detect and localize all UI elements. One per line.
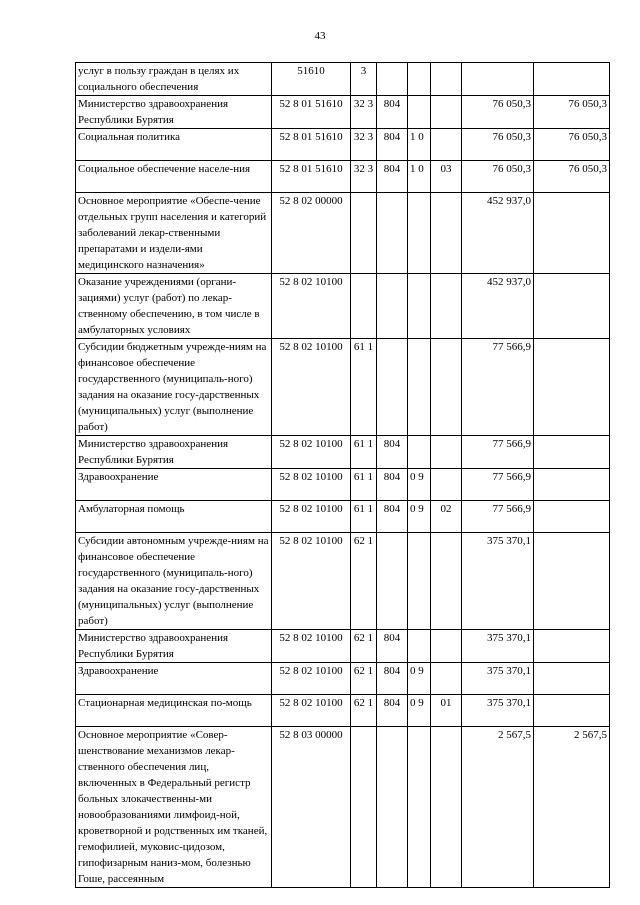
- cell-amount-2: 76 050,3: [534, 161, 610, 193]
- cell-amount-1: 76 050,3: [462, 129, 534, 161]
- cell-amount-2: 76 050,3: [534, 129, 610, 161]
- table-row: [76, 96, 610, 129]
- cell-amount-1: 77 566,9: [462, 339, 534, 436]
- cell-subsection: [431, 436, 462, 469]
- table-row: [76, 469, 610, 501]
- cell-subsection: [431, 339, 462, 436]
- cell-subsection: [431, 469, 462, 501]
- cell-name: Основное мероприятие «Совер-шенствование механизмов лекар-ственного обеспечения лиц, включенных в Федеральный регистр больных злокачественны-ми новообразованиями лимфоид-ной, кроветворной и родственных им тканей, гемофилией, муковис-цидозом, гипофизарным наниз-мом, болезнью Гоше, рассеянным: [76, 727, 272, 888]
- cell-amount-2: [534, 193, 610, 274]
- cell-amount-2: [534, 274, 610, 339]
- cell-section: 1 0: [408, 161, 431, 193]
- cell-subsection: 02: [431, 501, 462, 533]
- cell-expense-type: 32 3: [351, 161, 377, 193]
- cell-target-article: 52 8 03 00000: [272, 727, 351, 888]
- cell-target-article: 52 8 02 00000: [272, 193, 351, 274]
- cell-target-article: 52 8 02 10100: [272, 533, 351, 630]
- cell-amount-2: [534, 436, 610, 469]
- table-row: [76, 129, 610, 161]
- cell-subsection: [431, 63, 462, 96]
- cell-subsection: [431, 663, 462, 695]
- cell-name: услуг в пользу граждан в целях их социального обеспечения: [76, 63, 272, 96]
- cell-administrator: [377, 193, 408, 274]
- cell-expense-type: 32 3: [351, 96, 377, 129]
- cell-subsection: [431, 274, 462, 339]
- cell-amount-1: 452 937,0: [462, 274, 534, 339]
- cell-subsection: [431, 533, 462, 630]
- cell-subsection: [431, 96, 462, 129]
- cell-section: 0 9: [408, 663, 431, 695]
- cell-amount-1: 375 370,1: [462, 695, 534, 727]
- cell-amount-1: 76 050,3: [462, 96, 534, 129]
- cell-section: [408, 274, 431, 339]
- cell-amount-1: 77 566,9: [462, 469, 534, 501]
- cell-amount-1: 375 370,1: [462, 630, 534, 663]
- cell-expense-type: 61 1: [351, 436, 377, 469]
- cell-amount-2: [534, 501, 610, 533]
- cell-amount-2: [534, 469, 610, 501]
- cell-subsection: 01: [431, 695, 462, 727]
- cell-section: [408, 533, 431, 630]
- table-row: [76, 630, 610, 663]
- cell-subsection: [431, 630, 462, 663]
- cell-expense-type: [351, 727, 377, 888]
- cell-section: 0 9: [408, 501, 431, 533]
- cell-target-article: 52 8 02 10100: [272, 436, 351, 469]
- cell-name: Социальная политика: [76, 129, 272, 161]
- cell-target-article: 52 8 01 51610: [272, 96, 351, 129]
- cell-target-article: 52 8 02 10100: [272, 630, 351, 663]
- cell-target-article: 52 8 02 10100: [272, 274, 351, 339]
- cell-expense-type: [351, 193, 377, 274]
- cell-target-article: 51610: [272, 63, 351, 96]
- cell-section: 0 9: [408, 469, 431, 501]
- cell-expense-type: 61 1: [351, 501, 377, 533]
- cell-subsection: 03: [431, 161, 462, 193]
- cell-target-article: 52 8 01 51610: [272, 129, 351, 161]
- cell-section: [408, 96, 431, 129]
- cell-administrator: [377, 274, 408, 339]
- cell-administrator: 804: [377, 501, 408, 533]
- cell-expense-type: 62 1: [351, 663, 377, 695]
- page-number: 43: [314, 30, 326, 42]
- cell-expense-type: 3: [351, 63, 377, 96]
- cell-amount-1: 77 566,9: [462, 501, 534, 533]
- cell-amount-1: 375 370,1: [462, 663, 534, 695]
- cell-amount-2: [534, 533, 610, 630]
- cell-administrator: 804: [377, 663, 408, 695]
- table-row: [76, 274, 610, 339]
- table-row: [76, 161, 610, 193]
- cell-target-article: 52 8 02 10100: [272, 663, 351, 695]
- table-row: [76, 436, 610, 469]
- cell-amount-1: 76 050,3: [462, 161, 534, 193]
- cell-section: [408, 339, 431, 436]
- cell-amount-2: [534, 663, 610, 695]
- cell-expense-type: 61 1: [351, 339, 377, 436]
- cell-name: Социальное обеспечение населе-ния: [76, 161, 272, 193]
- cell-expense-type: 62 1: [351, 533, 377, 630]
- cell-amount-2: 2 567,5: [534, 727, 610, 888]
- table-row: [76, 663, 610, 695]
- cell-section: [408, 436, 431, 469]
- table-row: [76, 63, 610, 96]
- cell-section: [408, 63, 431, 96]
- cell-amount-2: 76 050,3: [534, 96, 610, 129]
- cell-amount-1: 77 566,9: [462, 436, 534, 469]
- cell-amount-1: 375 370,1: [462, 533, 534, 630]
- cell-section: [408, 727, 431, 888]
- cell-administrator: 804: [377, 469, 408, 501]
- cell-administrator: 804: [377, 695, 408, 727]
- cell-target-article: 52 8 02 10100: [272, 695, 351, 727]
- cell-administrator: [377, 533, 408, 630]
- cell-administrator: [377, 339, 408, 436]
- cell-expense-type: 32 3: [351, 129, 377, 161]
- cell-amount-1: 452 937,0: [462, 193, 534, 274]
- cell-name: Субсидии бюджетным учрежде-ниям на финансовое обеспечение государственного (муниципаль-ного) задания на оказание госу-дарственных (муниципальных) услуг (выполнение работ): [76, 339, 272, 436]
- cell-administrator: 804: [377, 96, 408, 129]
- table-row: [76, 727, 610, 888]
- cell-amount-1: [462, 63, 534, 96]
- cell-name: Оказание учреждениями (органи-зациями) услуг (работ) по лекар-ственному обеспечению, в том числе в амбулаторных условиях: [76, 274, 272, 339]
- cell-target-article: 52 8 02 10100: [272, 469, 351, 501]
- cell-name: Министерство здравоохранения Республики Бурятия: [76, 630, 272, 663]
- cell-expense-type: 62 1: [351, 630, 377, 663]
- cell-expense-type: 62 1: [351, 695, 377, 727]
- cell-name: Стационарная медицинская по-мощь: [76, 695, 272, 727]
- cell-expense-type: 61 1: [351, 469, 377, 501]
- cell-target-article: 52 8 02 10100: [272, 339, 351, 436]
- cell-name: Министерство здравоохранения Республики Бурятия: [76, 96, 272, 129]
- cell-name: Здравоохранение: [76, 469, 272, 501]
- cell-subsection: [431, 727, 462, 888]
- cell-administrator: [377, 63, 408, 96]
- table-row: [76, 695, 610, 727]
- table-row: [76, 339, 610, 436]
- budget-table: [75, 62, 610, 888]
- cell-subsection: [431, 129, 462, 161]
- table-row: [76, 533, 610, 630]
- cell-administrator: [377, 727, 408, 888]
- cell-section: 1 0: [408, 129, 431, 161]
- cell-administrator: 804: [377, 436, 408, 469]
- cell-name: Здравоохранение: [76, 663, 272, 695]
- cell-amount-1: 2 567,5: [462, 727, 534, 888]
- cell-amount-2: [534, 63, 610, 96]
- cell-amount-2: [534, 339, 610, 436]
- cell-administrator: 804: [377, 161, 408, 193]
- table-row: [76, 193, 610, 274]
- cell-administrator: 804: [377, 630, 408, 663]
- cell-section: [408, 630, 431, 663]
- cell-amount-2: [534, 695, 610, 727]
- cell-name: Основное мероприятие «Обеспе-чение отдельных групп населения и категорий заболеваний лекар-ственными препаратами и издели-ями медицинского назначения»: [76, 193, 272, 274]
- cell-section: 0 9: [408, 695, 431, 727]
- cell-subsection: [431, 193, 462, 274]
- cell-section: [408, 193, 431, 274]
- cell-name: Амбулаторная помощь: [76, 501, 272, 533]
- cell-name: Министерство здравоохранения Республики Бурятия: [76, 436, 272, 469]
- cell-name: Субсидии автономным учрежде-ниям на финансовое обеспечение государственного (муниципаль-ного) задания на оказание госу-дарственных (муниципальных) услуг (выполнение работ): [76, 533, 272, 630]
- cell-target-article: 52 8 01 51610: [272, 161, 351, 193]
- cell-amount-2: [534, 630, 610, 663]
- table-row: [76, 501, 610, 533]
- cell-expense-type: [351, 274, 377, 339]
- cell-target-article: 52 8 02 10100: [272, 501, 351, 533]
- cell-administrator: 804: [377, 129, 408, 161]
